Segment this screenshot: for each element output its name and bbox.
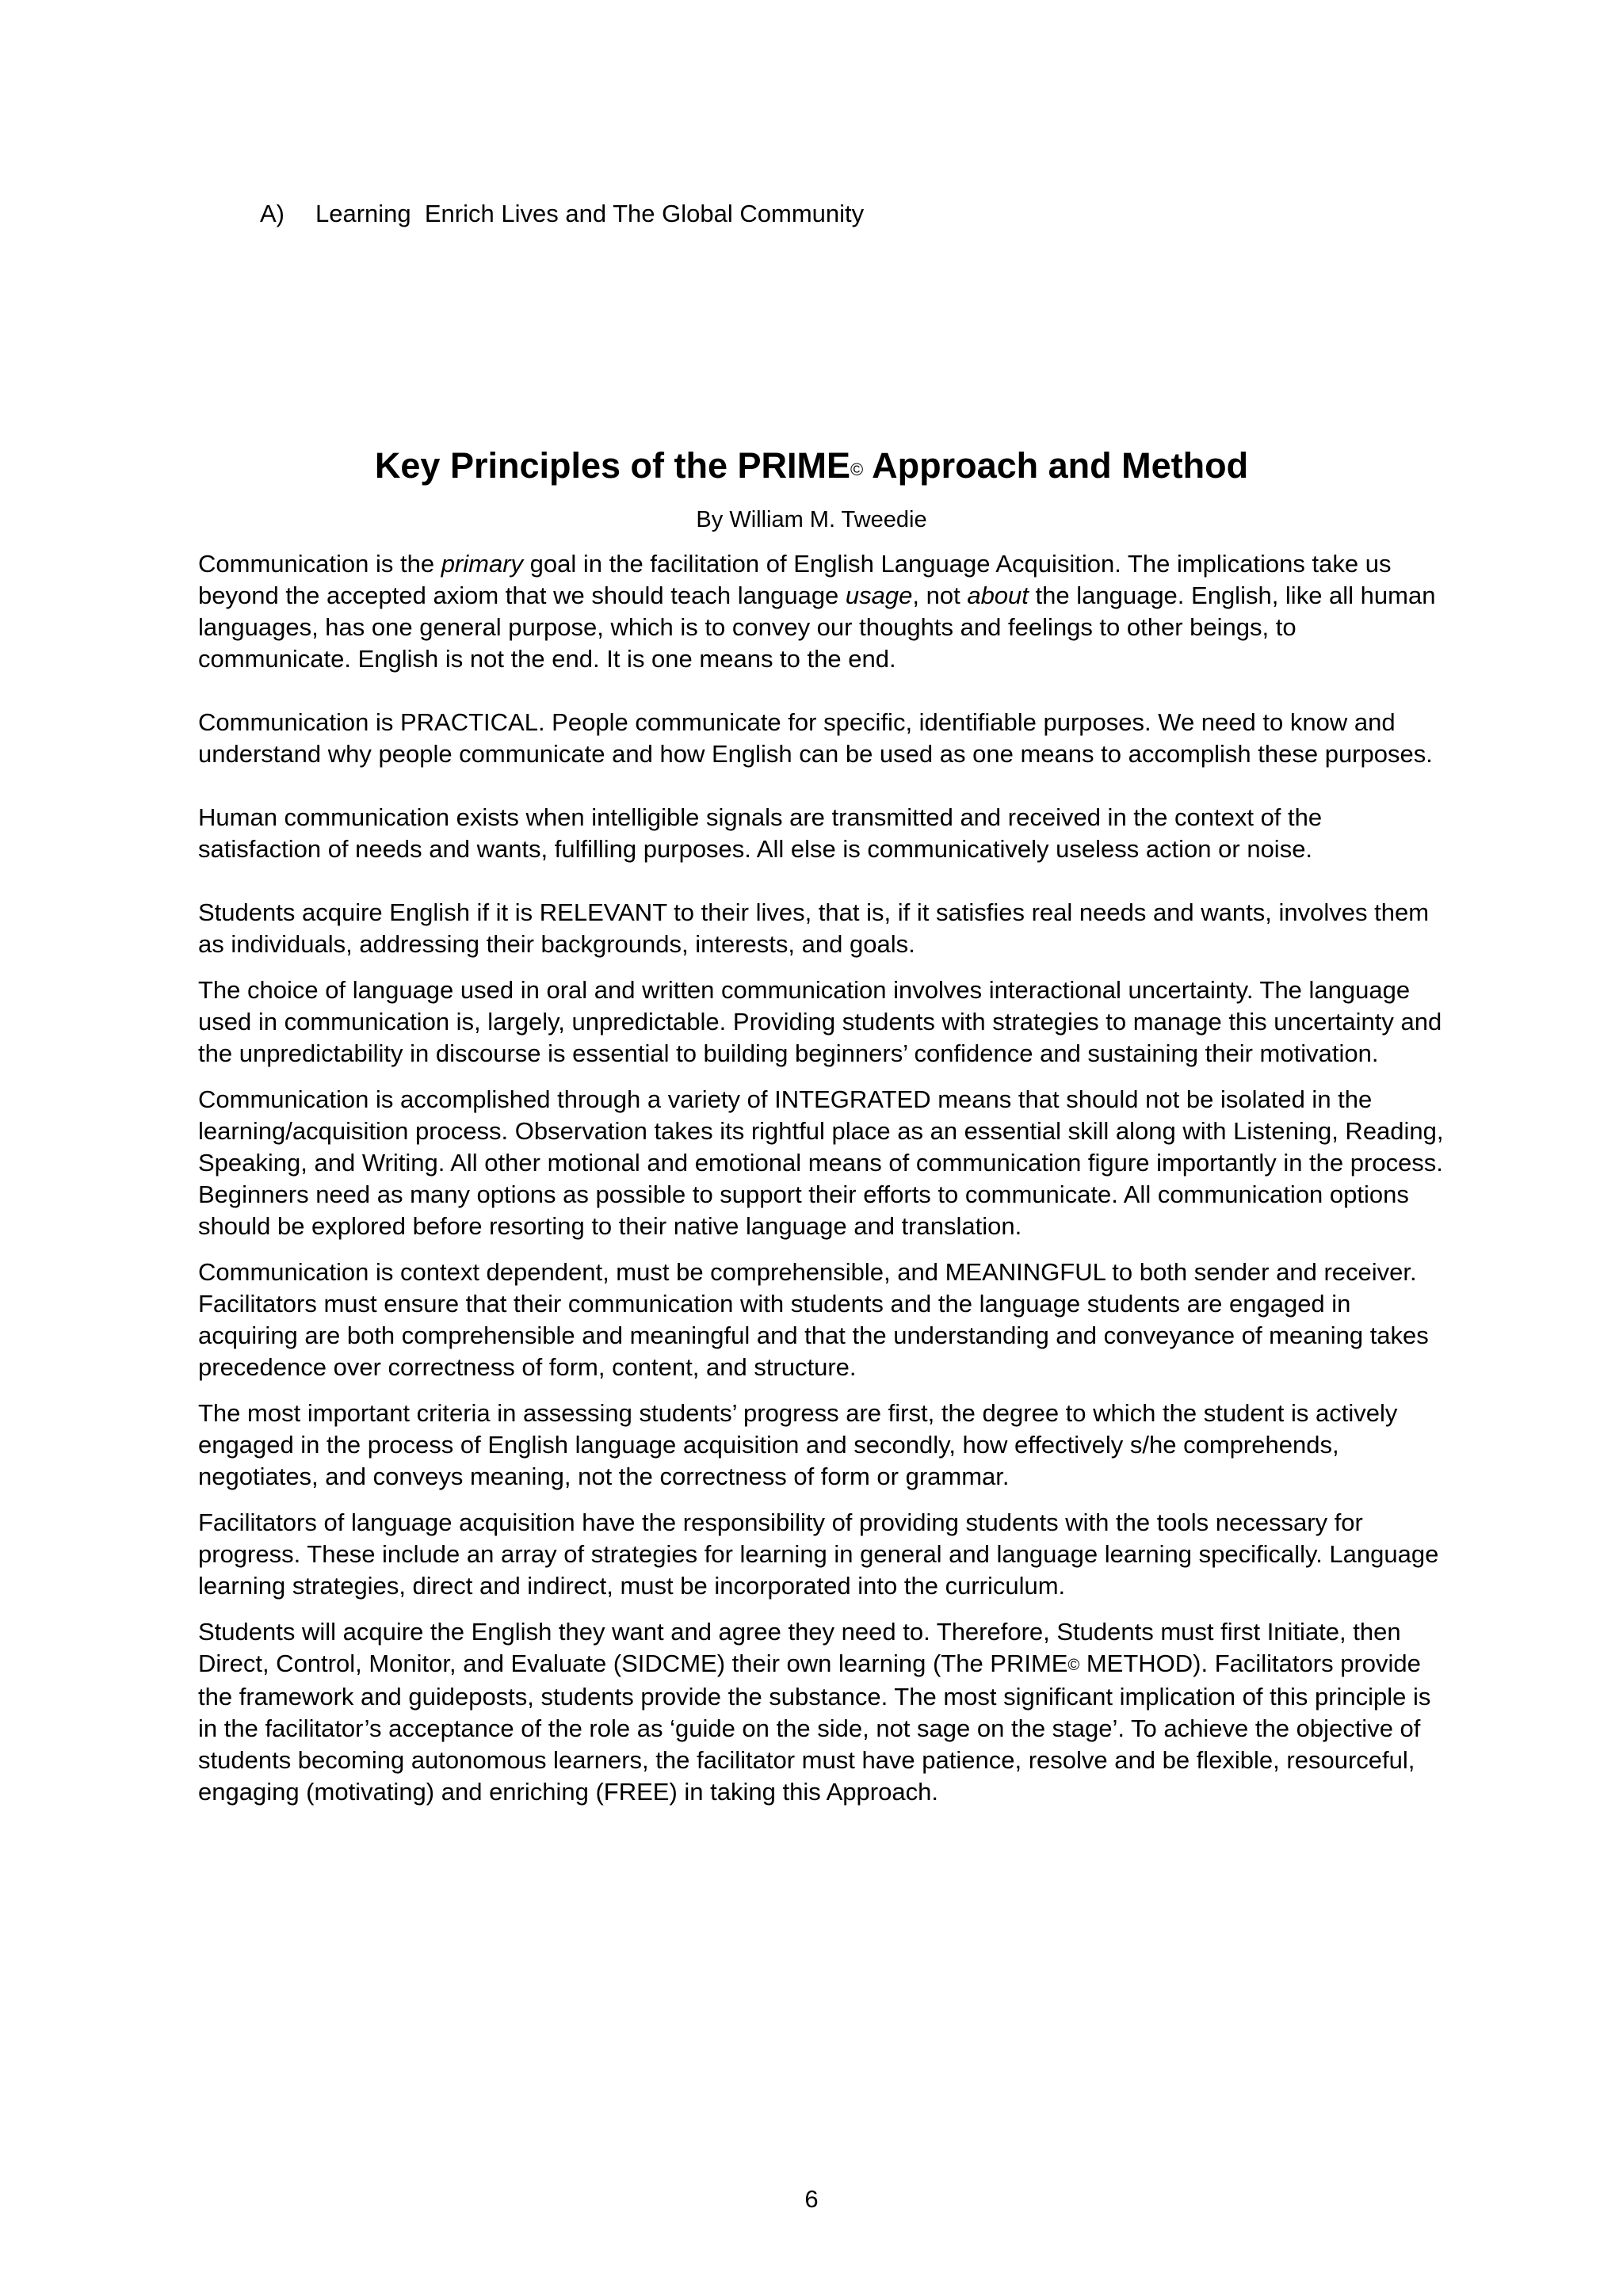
paragraph-3: Human communication exists when intelligible signals are transmitted and received in the context of the satisfaction of needs and wants, fulfilling purposes. All else is communicatively useless action or noise. [198, 803, 1323, 863]
page-number: 6 [804, 2185, 819, 2213]
outline-item-a [260, 198, 864, 230]
title-rest: Approach and Method [863, 445, 1249, 486]
paragraph-1-text-c: goal in the facilitation of English Language Acquisition. The implications take us beyond the accepted axiom that we should teach language [198, 550, 1392, 609]
paragraph-10-text-b: METHOD). Facilitators provide the framework and guideposts, students provide the substance. The most significant implication of this principle is in the facilitator’s acceptance of the role as ‘guide on the side, not sage on the stage’. To achieve the objective of students becoming autonomous learners, the facilitator must have patience, resolve and be flexible, resourceful, engaging (motivating) and enriching (FREE) in taking this Approach. [198, 1650, 1431, 1806]
paragraph-10 [198, 1616, 1450, 1808]
paragraph-6: Communication is accomplished through a variety of INTEGRATED means that should not be isolated in the learning/acquisition process. Observation takes its rightful place as an essential skill along with Listening, Reading, Speaking, and Writing. All other motional and emotional means of communication figure importantly in the process. Beginners need as many options as possible to support their efforts to communicate. All communication options should be explored before resorting to their native language and translation. [198, 1085, 1444, 1240]
document-title [0, 444, 1623, 492]
paragraph-9: Facilitators of language acquisition have the responsibility of providing students with the tools necessary for progress. These include an array of strategies for learning in general and language learning specifically. Language learning strategies, direct and indirect, must be incorporated into the curriculum. [198, 1508, 1439, 1600]
title-main: Key Principles of the PRIME [374, 445, 851, 486]
copyright-mark-inline: © [1067, 1657, 1080, 1674]
paragraph-5: The choice of language used in oral and written communication involves interactional uncertainty. The language used in communication is, largely, unpredictable. Providing students with strategies to manage this uncertainty and the unpredictability in discourse is essential to building beginners’ confidence and sustaining their motivation. [198, 976, 1442, 1067]
paragraph-10-text-a: Students will acquire the English they want and agree they need to. Therefore, Students must first Initiate, then Direct, Control, Monitor, and Evaluate (SIDCME) their own learning (The PRIME [198, 1618, 1401, 1677]
emphasis-primary: primary [441, 550, 524, 578]
paragraph-8: The most important criteria in assessing students’ progress are first, the degree to which the student is actively engaged in the process of English language acquisition and secondly, how effectively s/he comprehends, negotiates, and conveys meaning, not the correctness of form or grammar. [198, 1399, 1398, 1490]
outline-item-marker: A) [260, 200, 285, 227]
paragraph-1 [198, 548, 1450, 675]
paragraph-7: Communication is context dependent, must be comprehensible, and MEANINGFUL to both sender and receiver. Facilitators must ensure that their communication with students and the language students are engaged in acquiring are both comprehensible and meaningful and that the understanding and conveyance of meaning takes precedence over correctness of form, content, and structure. [198, 1258, 1429, 1381]
emphasis-usage: usage [845, 582, 913, 609]
paragraph-2: Communication is PRACTICAL. People communicate for specific, identifiable purposes. We need to know and understand why people communicate and how English can be used as one means to accomplish these purposes. [198, 708, 1433, 768]
copyright-mark: © [850, 460, 864, 479]
paragraph-1-text-e: , not [912, 582, 968, 609]
outline-item-text: Learning Enrich Lives and The Global Community [315, 200, 865, 227]
paragraph-1-text-a: Communication is the [198, 550, 441, 578]
paragraph-4: Students acquire English if it is RELEVANT to their lives, that is, if it satisfies real needs and wants, involves them as individuals, addressing their backgrounds, interests, and goals. [198, 898, 1430, 958]
document-body [198, 548, 1450, 1808]
paragraph-1-text-g: the language. English, like all human languages, has one general purpose, which is to convey our thoughts and feelings to other beings, to communicate. English is not the end. It is one means to the end. [198, 582, 1436, 673]
emphasis-about: about [967, 582, 1029, 609]
byline: By William M. Tweedie [696, 507, 927, 532]
